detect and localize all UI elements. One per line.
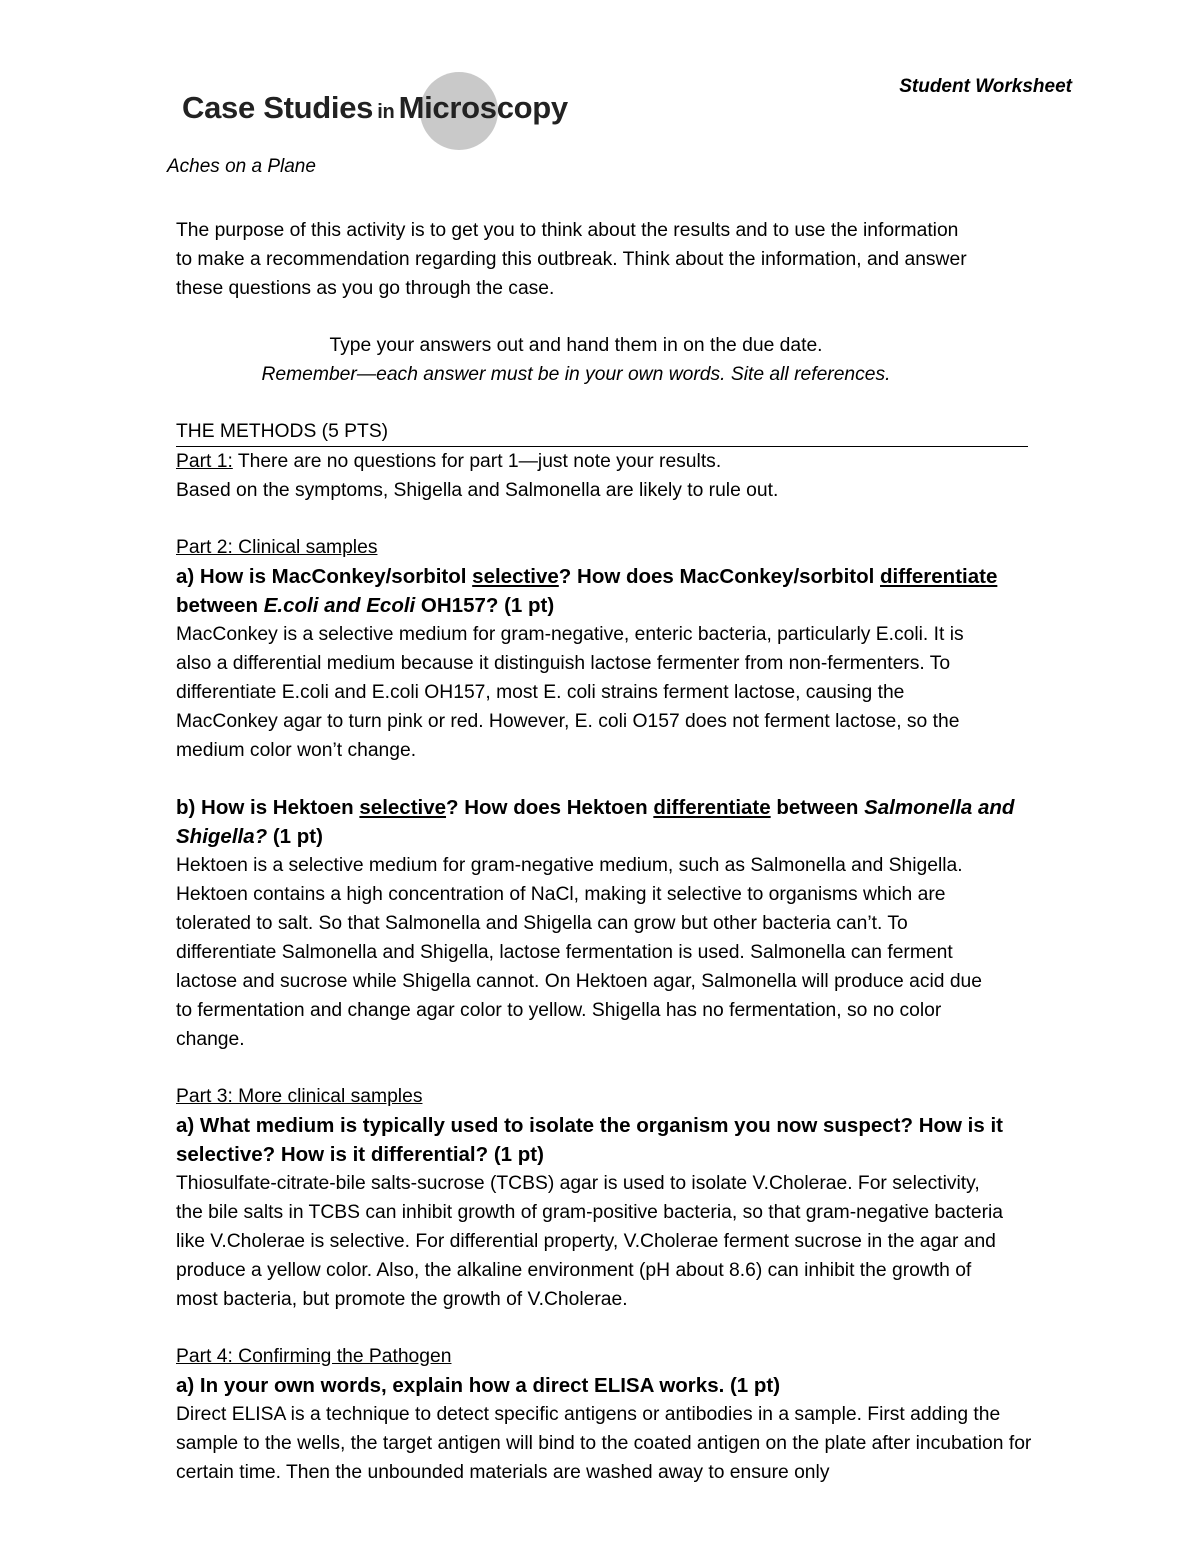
purpose-paragraph: The purpose of this activity is to get you to think about the results and to use the information to make a recommendation regarding this outbreak. Think about the information, and answer these questions as you go through the case. bbox=[176, 220, 967, 299]
part3-heading: Part 3: More clinical samples bbox=[176, 1086, 423, 1107]
case-title: Aches on a Plane bbox=[167, 156, 316, 177]
part3-answer-a: Thiosulfate-citrate-bile salts-sucrose (TCBS) agar is used to isolate V.Cholerae. For selectivity, the bile salts in TCBS can inhibit growth of gram-positive bacteria, so that gram-negative bacteria like V.Cholerae is selective. For differential property, V.Cholerae ferment sucrose in the agar and produce a yellow color. Also, the alkaline environment (pH about 8.6) can inhibit the growth of most bacteria, but promote the growth of V.Cholerae. bbox=[176, 1173, 1004, 1310]
part1-note: Based on the symptoms, Shigella and Salmonella are likely to rule out. bbox=[176, 480, 779, 501]
part2-question-a: a) How is MacConkey/sorbitol selective? How does MacConkey/sorbitol differentiate between E.coli and Ecoli OH157? (1 pt) bbox=[176, 565, 998, 617]
part4-question-a: a) In your own words, explain how a direct ELISA works. (1 pt) bbox=[176, 1374, 781, 1397]
part2-heading: Part 2: Clinical samples bbox=[176, 537, 378, 558]
methods-heading: THE METHODS (5 PTS) bbox=[176, 417, 1028, 447]
part2-answer-b: Hektoen is a selective medium for gram-negative medium, such as Salmonella and Shigella. Hektoen contains a high concentration of NaCl, making it selective to organisms which are tolerated to salt. So that Salmonella and Shigella can grow but other bacteria can’t. To differentiate Salmonella and Shigella, lactose fermentation is used. Salmonella can ferment lactose and sucrose while Shigella cannot. On Hektoen agar, Salmonella will produce acid due to fermentation and change agar color to yellow. Shigella has no fermentation, so no color change. bbox=[176, 855, 983, 1050]
part3-question-a: a) What medium is typically used to isolate the organism you now suspect? How is it selective? How is it differential? (1 pt) bbox=[176, 1114, 1003, 1166]
instruction-line-1: Type your answers out and hand them in on the due date. bbox=[329, 335, 823, 356]
logo-text: Case Studies in Microscopy bbox=[182, 90, 568, 125]
part1-label: Part 1: bbox=[176, 451, 233, 472]
case-studies-logo bbox=[182, 72, 622, 148]
instruction-line-2: Remember—each answer must be in your own words. Site all references. bbox=[261, 364, 891, 385]
worksheet-label: Student Worksheet bbox=[899, 76, 1072, 97]
part2-answer-a: MacConkey is a selective medium for gram-negative, enteric bacteria, particularly E.coli. It is also a differential medium because it distinguish lactose fermenter from non-fermenters. To differentiate E.coli and E.coli OH157, most E. coli strains ferment lactose, causing the MacConkey agar to turn pink or red. However, E. coli O157 does not ferment lactose, so the medium color won’t change. bbox=[176, 624, 964, 761]
part1-text: There are no questions for part 1—just note your results. bbox=[232, 451, 722, 472]
worksheet-body bbox=[176, 216, 1060, 1487]
part4-heading: Part 4: Confirming the Pathogen bbox=[176, 1346, 452, 1367]
part1-line bbox=[176, 447, 1060, 476]
part4-answer-a: Direct ELISA is a technique to detect specific antigens or antibodies in a sample. First adding the sample to the wells, the target antigen will bind to the coated antigen on the plate after incubation for certain time. Then the unbounded materials are washed away to ensure only bbox=[176, 1404, 1032, 1483]
part2-question-b: b) How is Hektoen selective? How does Hektoen differentiate between Salmonella and Shigella? (1 pt) bbox=[176, 796, 1015, 848]
